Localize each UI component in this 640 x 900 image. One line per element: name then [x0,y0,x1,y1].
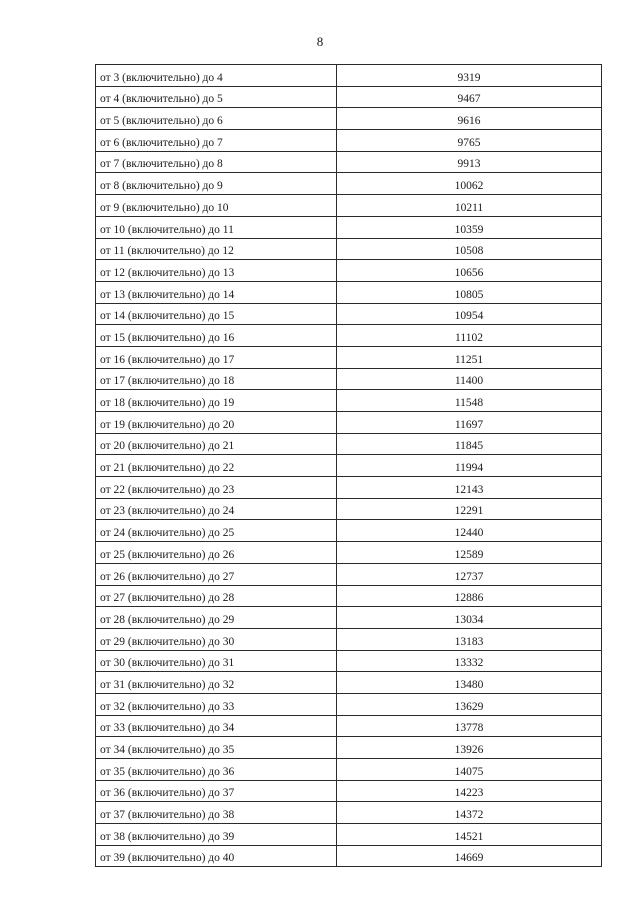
value-cell: 12589 [337,542,602,564]
range-cell: от 9 (включительно) до 10 [96,195,337,217]
table-row [96,238,602,260]
value-cell: 11994 [337,455,602,477]
value-cell: 10656 [337,260,602,282]
range-cell: от 34 (включительно) до 35 [96,737,337,759]
value-cell: 10954 [337,303,602,325]
value-cell: 11697 [337,412,602,434]
range-cell: от 29 (включительно) до 30 [96,628,337,650]
table-row [96,477,602,499]
value-cell: 13629 [337,693,602,715]
table-row [96,130,602,152]
range-cell: от 14 (включительно) до 15 [96,303,337,325]
table-row [96,195,602,217]
table-row [96,628,602,650]
table-row [96,108,602,130]
range-cell: от 37 (включительно) до 38 [96,802,337,824]
range-cell: от 38 (включительно) до 39 [96,824,337,846]
range-cell: от 5 (включительно) до 6 [96,108,337,130]
value-cell: 11102 [337,325,602,347]
table-row [96,585,602,607]
value-cell: 12143 [337,477,602,499]
table-row [96,455,602,477]
range-cell: от 28 (включительно) до 29 [96,607,337,629]
value-cell: 12737 [337,563,602,585]
range-cell: от 12 (включительно) до 13 [96,260,337,282]
value-cell: 13926 [337,737,602,759]
value-cell: 9616 [337,108,602,130]
table-row [96,151,602,173]
value-cell: 13778 [337,715,602,737]
range-cell: от 3 (включительно) до 4 [96,65,337,87]
table-row [96,260,602,282]
range-cell: от 27 (включительно) до 28 [96,585,337,607]
value-cell: 14075 [337,759,602,781]
value-cell: 14223 [337,780,602,802]
value-cell: 14372 [337,802,602,824]
value-cell: 14669 [337,845,602,867]
table-row [96,759,602,781]
table-row [96,563,602,585]
table-row [96,368,602,390]
table-row [96,346,602,368]
data-table-container [95,64,602,867]
table-row [96,303,602,325]
value-cell: 9467 [337,86,602,108]
value-cell: 9319 [337,65,602,87]
range-cell: от 32 (включительно) до 33 [96,693,337,715]
table-row [96,65,602,87]
value-cell: 13332 [337,650,602,672]
range-cell: от 20 (включительно) до 21 [96,433,337,455]
table-row [96,672,602,694]
range-cell: от 24 (включительно) до 25 [96,520,337,542]
table-row [96,216,602,238]
range-cell: от 15 (включительно) до 16 [96,325,337,347]
table-row [96,520,602,542]
table-row [96,390,602,412]
value-cell: 12291 [337,498,602,520]
range-cell: от 21 (включительно) до 22 [96,455,337,477]
table-row [96,325,602,347]
range-cell: от 31 (включительно) до 32 [96,672,337,694]
value-cell: 11548 [337,390,602,412]
page-number: 8 [316,34,324,49]
table-row [96,86,602,108]
range-cell: от 26 (включительно) до 27 [96,563,337,585]
range-cell: от 16 (включительно) до 17 [96,346,337,368]
value-cell: 10062 [337,173,602,195]
range-cell: от 35 (включительно) до 36 [96,759,337,781]
value-cell: 11251 [337,346,602,368]
table-row [96,607,602,629]
range-cell: от 17 (включительно) до 18 [96,368,337,390]
value-cell: 10359 [337,216,602,238]
value-cell: 12886 [337,585,602,607]
value-cell: 10508 [337,238,602,260]
range-cell: от 22 (включительно) до 23 [96,477,337,499]
range-cell: от 8 (включительно) до 9 [96,173,337,195]
range-cell: от 30 (включительно) до 31 [96,650,337,672]
range-cell: от 36 (включительно) до 37 [96,780,337,802]
table-row [96,650,602,672]
table-row [96,824,602,846]
value-cell: 11400 [337,368,602,390]
value-cell: 11845 [337,433,602,455]
table-row [96,845,602,867]
range-cell: от 18 (включительно) до 19 [96,390,337,412]
table-row [96,498,602,520]
table-row [96,693,602,715]
range-cell: от 39 (включительно) до 40 [96,845,337,867]
value-cell: 9913 [337,151,602,173]
value-cell: 12440 [337,520,602,542]
range-cell: от 4 (включительно) до 5 [96,86,337,108]
table-body [96,65,602,867]
table-row [96,173,602,195]
value-cell: 10211 [337,195,602,217]
table-row [96,281,602,303]
table-row [96,542,602,564]
range-cell: от 6 (включительно) до 7 [96,130,337,152]
range-cell: от 11 (включительно) до 12 [96,238,337,260]
range-cell: от 7 (включительно) до 8 [96,151,337,173]
table-row [96,433,602,455]
range-cell: от 33 (включительно) до 34 [96,715,337,737]
table-row [96,412,602,434]
value-cell: 13480 [337,672,602,694]
range-cell: от 25 (включительно) до 26 [96,542,337,564]
value-cell: 9765 [337,130,602,152]
range-cell: от 13 (включительно) до 14 [96,281,337,303]
range-cell: от 23 (включительно) до 24 [96,498,337,520]
table-row [96,780,602,802]
table-row [96,802,602,824]
value-cell: 14521 [337,824,602,846]
value-cell: 13034 [337,607,602,629]
table-row [96,737,602,759]
value-cell: 13183 [337,628,602,650]
value-cell: 10805 [337,281,602,303]
table-row [96,715,602,737]
range-cell: от 10 (включительно) до 11 [96,216,337,238]
data-table [95,64,602,867]
range-cell: от 19 (включительно) до 20 [96,412,337,434]
